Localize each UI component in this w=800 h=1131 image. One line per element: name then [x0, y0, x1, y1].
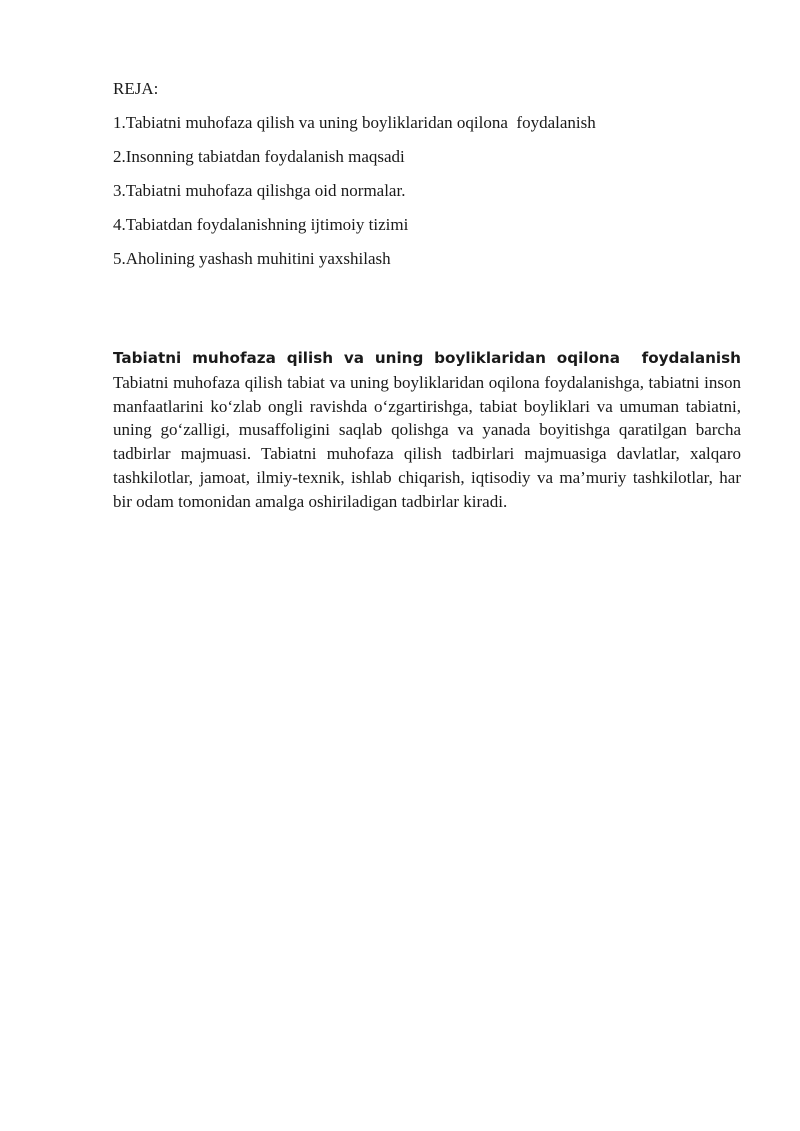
plan-block	[113, 72, 733, 276]
section-body: Tabiatni muhofaza qilish tabiat va uning boyliklaridan oqilona foydalanishga, tabiatni inson manfaatlarini ko‘zlab ongli ravishda o‘zgartirishga, tabiat boyliklari va umuman tabiatni, uning go‘zalligi, musaffoligini saqlab qolishga va yanada boyitishga qaratilgan barcha tadbirlar majmuasi. Tabiatni muhofaza qilish tadbirlari majmuasiga davlatlar, xalqaro tashkilotlar, jamoat, ilmiy-texnik, ishlab chiqarish, iqtisodiy va ma’muriy tashkilotlar, har bir odam tomonidan amalga oshiriladigan tadbirlar kiradi.	[113, 372, 741, 511]
plan-item-2: 2.Insonning tabiatdan foydalanish maqsadi	[113, 147, 405, 166]
section-title: Tabiatni muhofaza qilish va uning boyliklaridan oqilona foydalanish	[113, 349, 741, 367]
plan-list	[113, 106, 733, 276]
plan-item-5: 5.Aholining yashash muhitini yaxshilash	[113, 249, 391, 268]
section-paragraph	[113, 346, 741, 514]
plan-heading: REJA:	[113, 79, 159, 98]
plan-item-1: 1.Tabiatni muhofaza qilish va uning boyliklaridan oqilona foydalanish	[113, 113, 596, 132]
plan-item-3: 3.Tabiatni muhofaza qilishga oid normalar.	[113, 181, 406, 200]
plan-item-4: 4.Tabiatdan foydalanishning ijtimoiy tizimi	[113, 215, 409, 234]
